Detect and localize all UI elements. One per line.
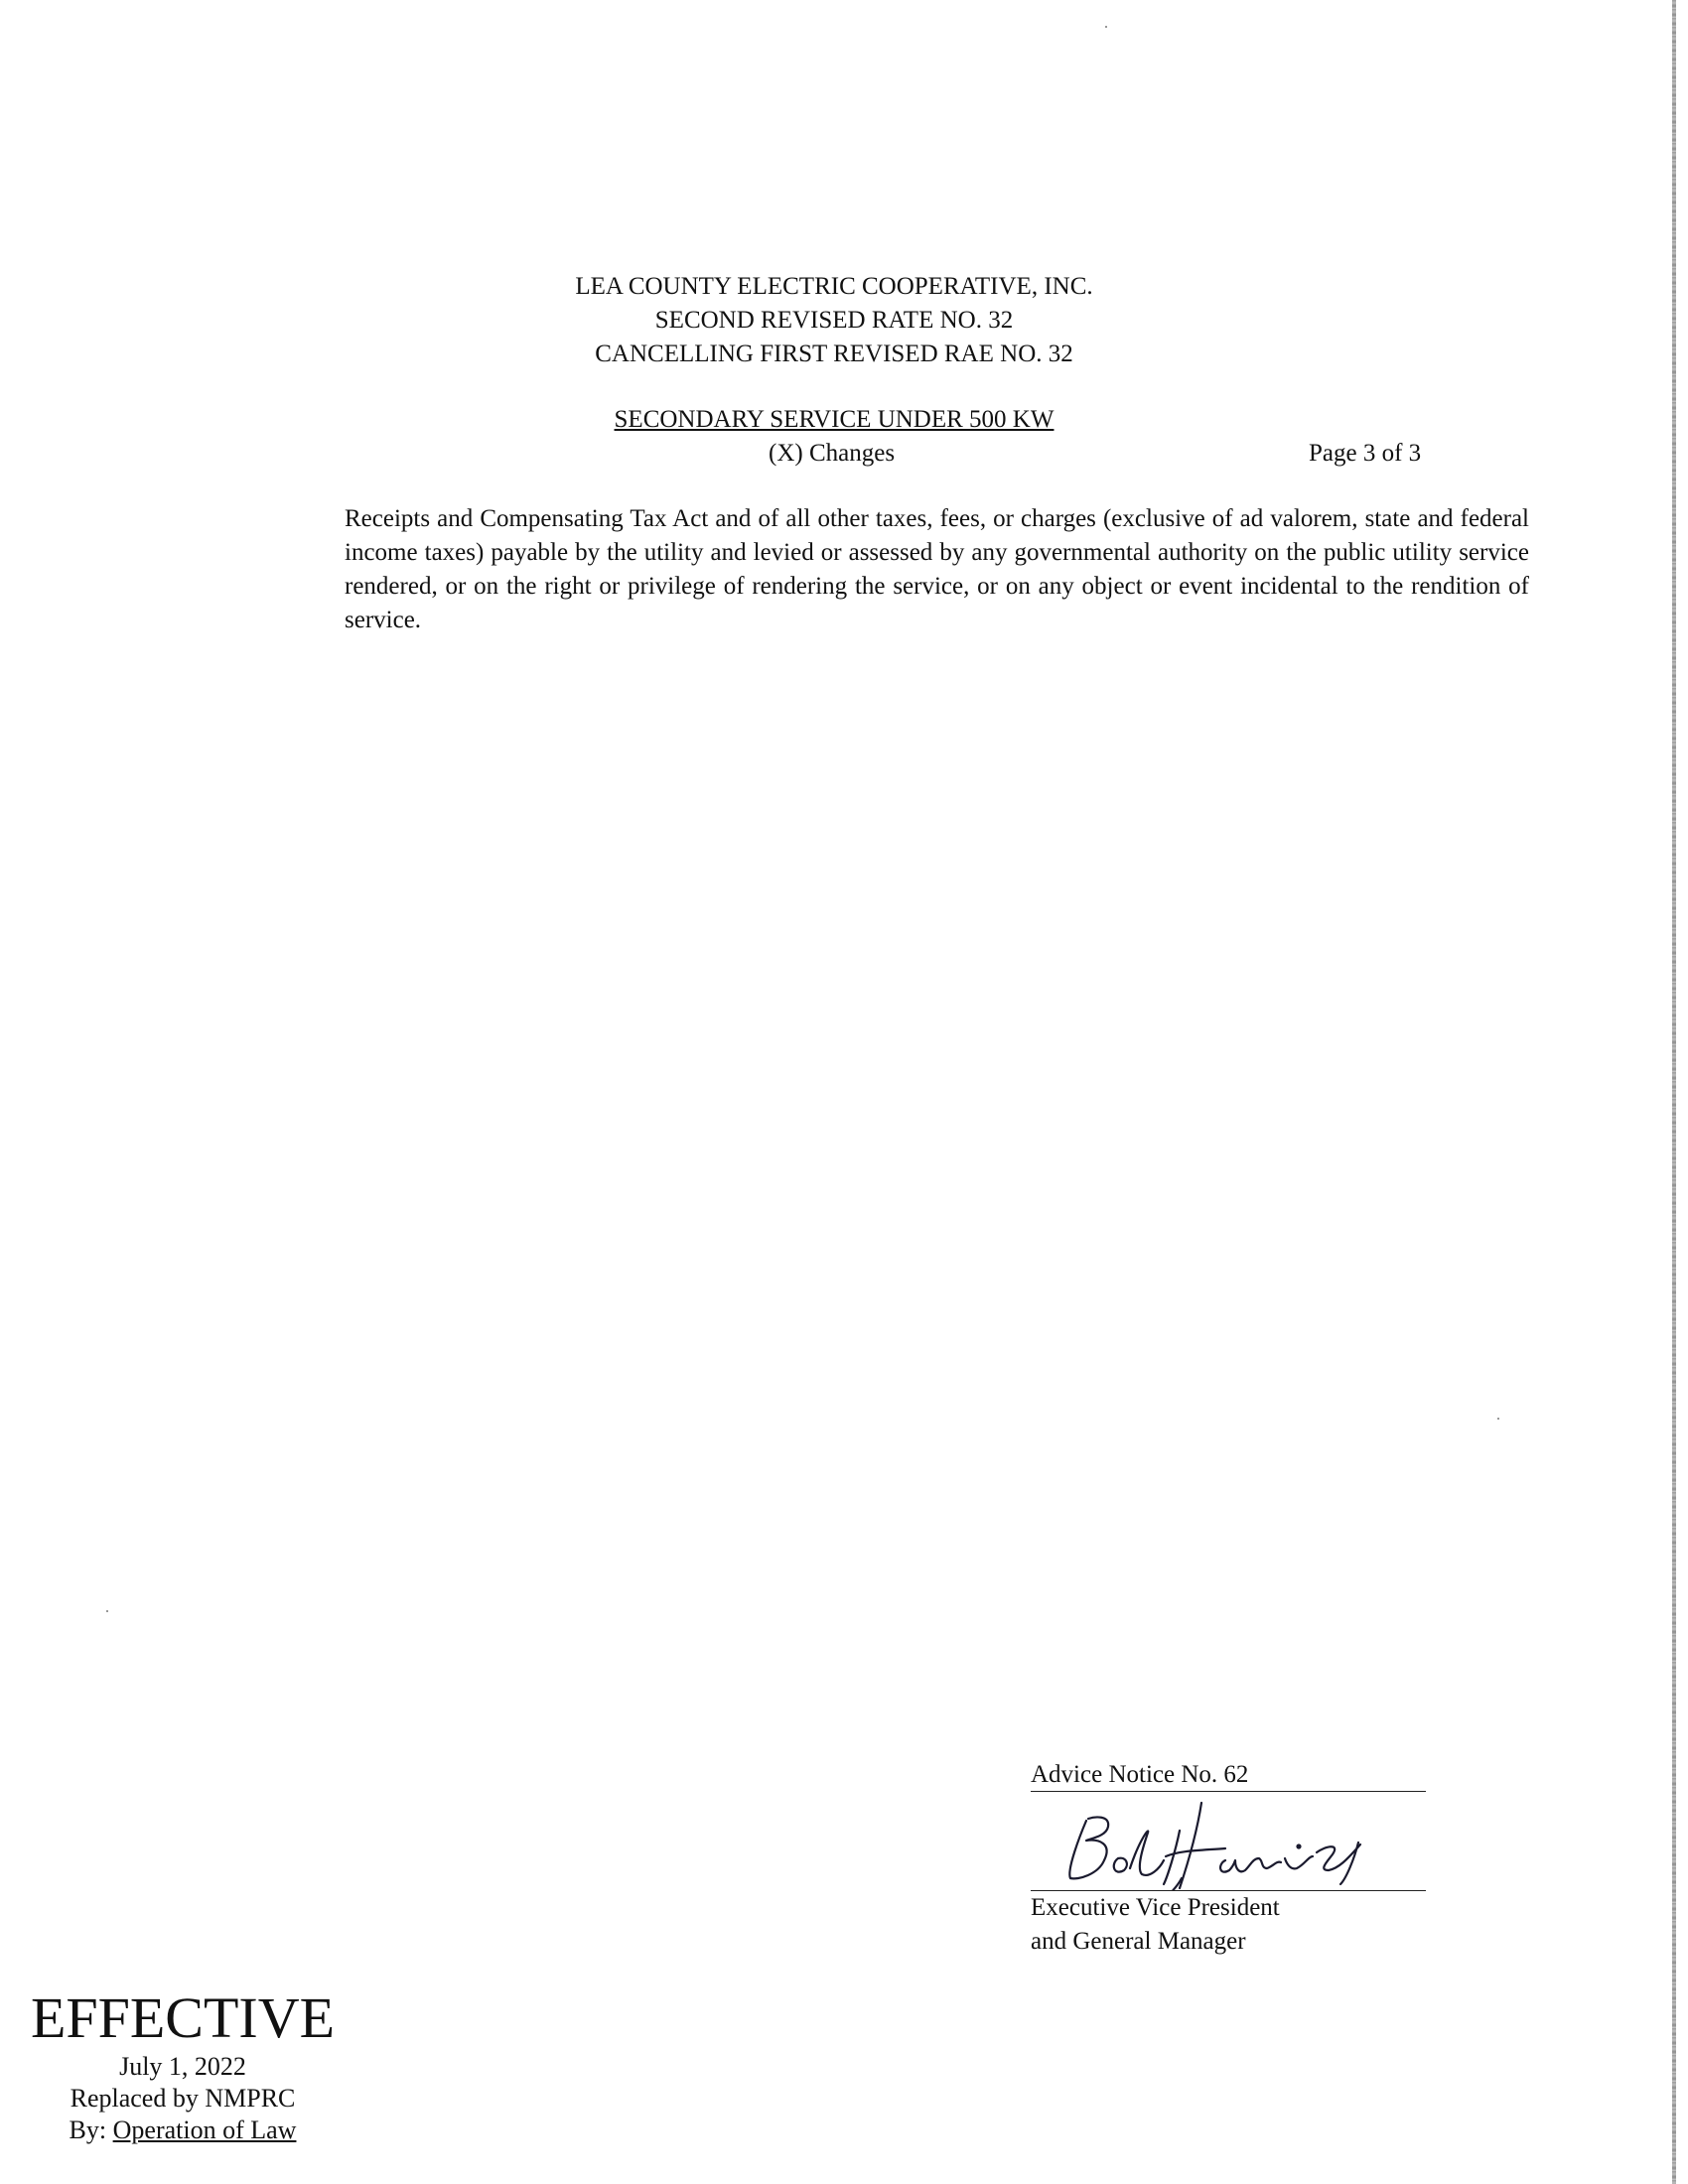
signer-title-line2: and General Manager (1031, 1928, 1246, 1955)
scan-speck (1497, 1418, 1499, 1420)
rate-number: SECOND REVISED RATE NO. 32 (654, 307, 1014, 334)
scan-edge-strip (1672, 0, 1676, 2184)
stamp-heading: EFFECTIVE (30, 1985, 336, 2050)
effective-stamp (14, 1985, 352, 2146)
stamp-date: July 1, 2022 (119, 2052, 246, 2081)
page-number: Page 3 of 3 (1309, 440, 1422, 467)
cancelled-rate: CANCELLING FIRST REVISED RAE NO. 32 (595, 341, 1073, 367)
service-title: SECONDARY SERVICE UNDER 500 KW (614, 406, 1055, 433)
scan-speck (106, 1610, 108, 1612)
stamp-by-value: Operation of Law (112, 2116, 297, 2144)
advice-notice-text: Advice Notice No. 62 (1031, 1761, 1249, 1788)
advice-notice (1031, 1759, 1426, 1792)
body-paragraph: Receipts and Compensating Tax Act and of all other taxes, fees, or charges (exclusive of ad valorem, state and federal income taxes) payable by the utility and levied or assessed by any governmental authority on the public utility service rendered, or on the right or privilege of rendering the service, or on any object or event incidental to the rendition of service. (345, 505, 1529, 633)
stamp-by (14, 2115, 352, 2146)
signer-title-line1: Executive Vice President (1031, 1894, 1280, 1921)
signature (1031, 1799, 1428, 1890)
stamp-replaced: Replaced by NMPRC (70, 2084, 296, 2113)
cooperative-name: LEA COUNTY ELECTRIC COOPERATIVE, INC. (575, 273, 1093, 300)
signature-line (1031, 1890, 1426, 1891)
document-header (447, 270, 1221, 371)
changes-marker: (X) Changes (769, 440, 896, 467)
stamp-by-label: By: (69, 2116, 107, 2144)
scan-speck (1105, 26, 1107, 28)
